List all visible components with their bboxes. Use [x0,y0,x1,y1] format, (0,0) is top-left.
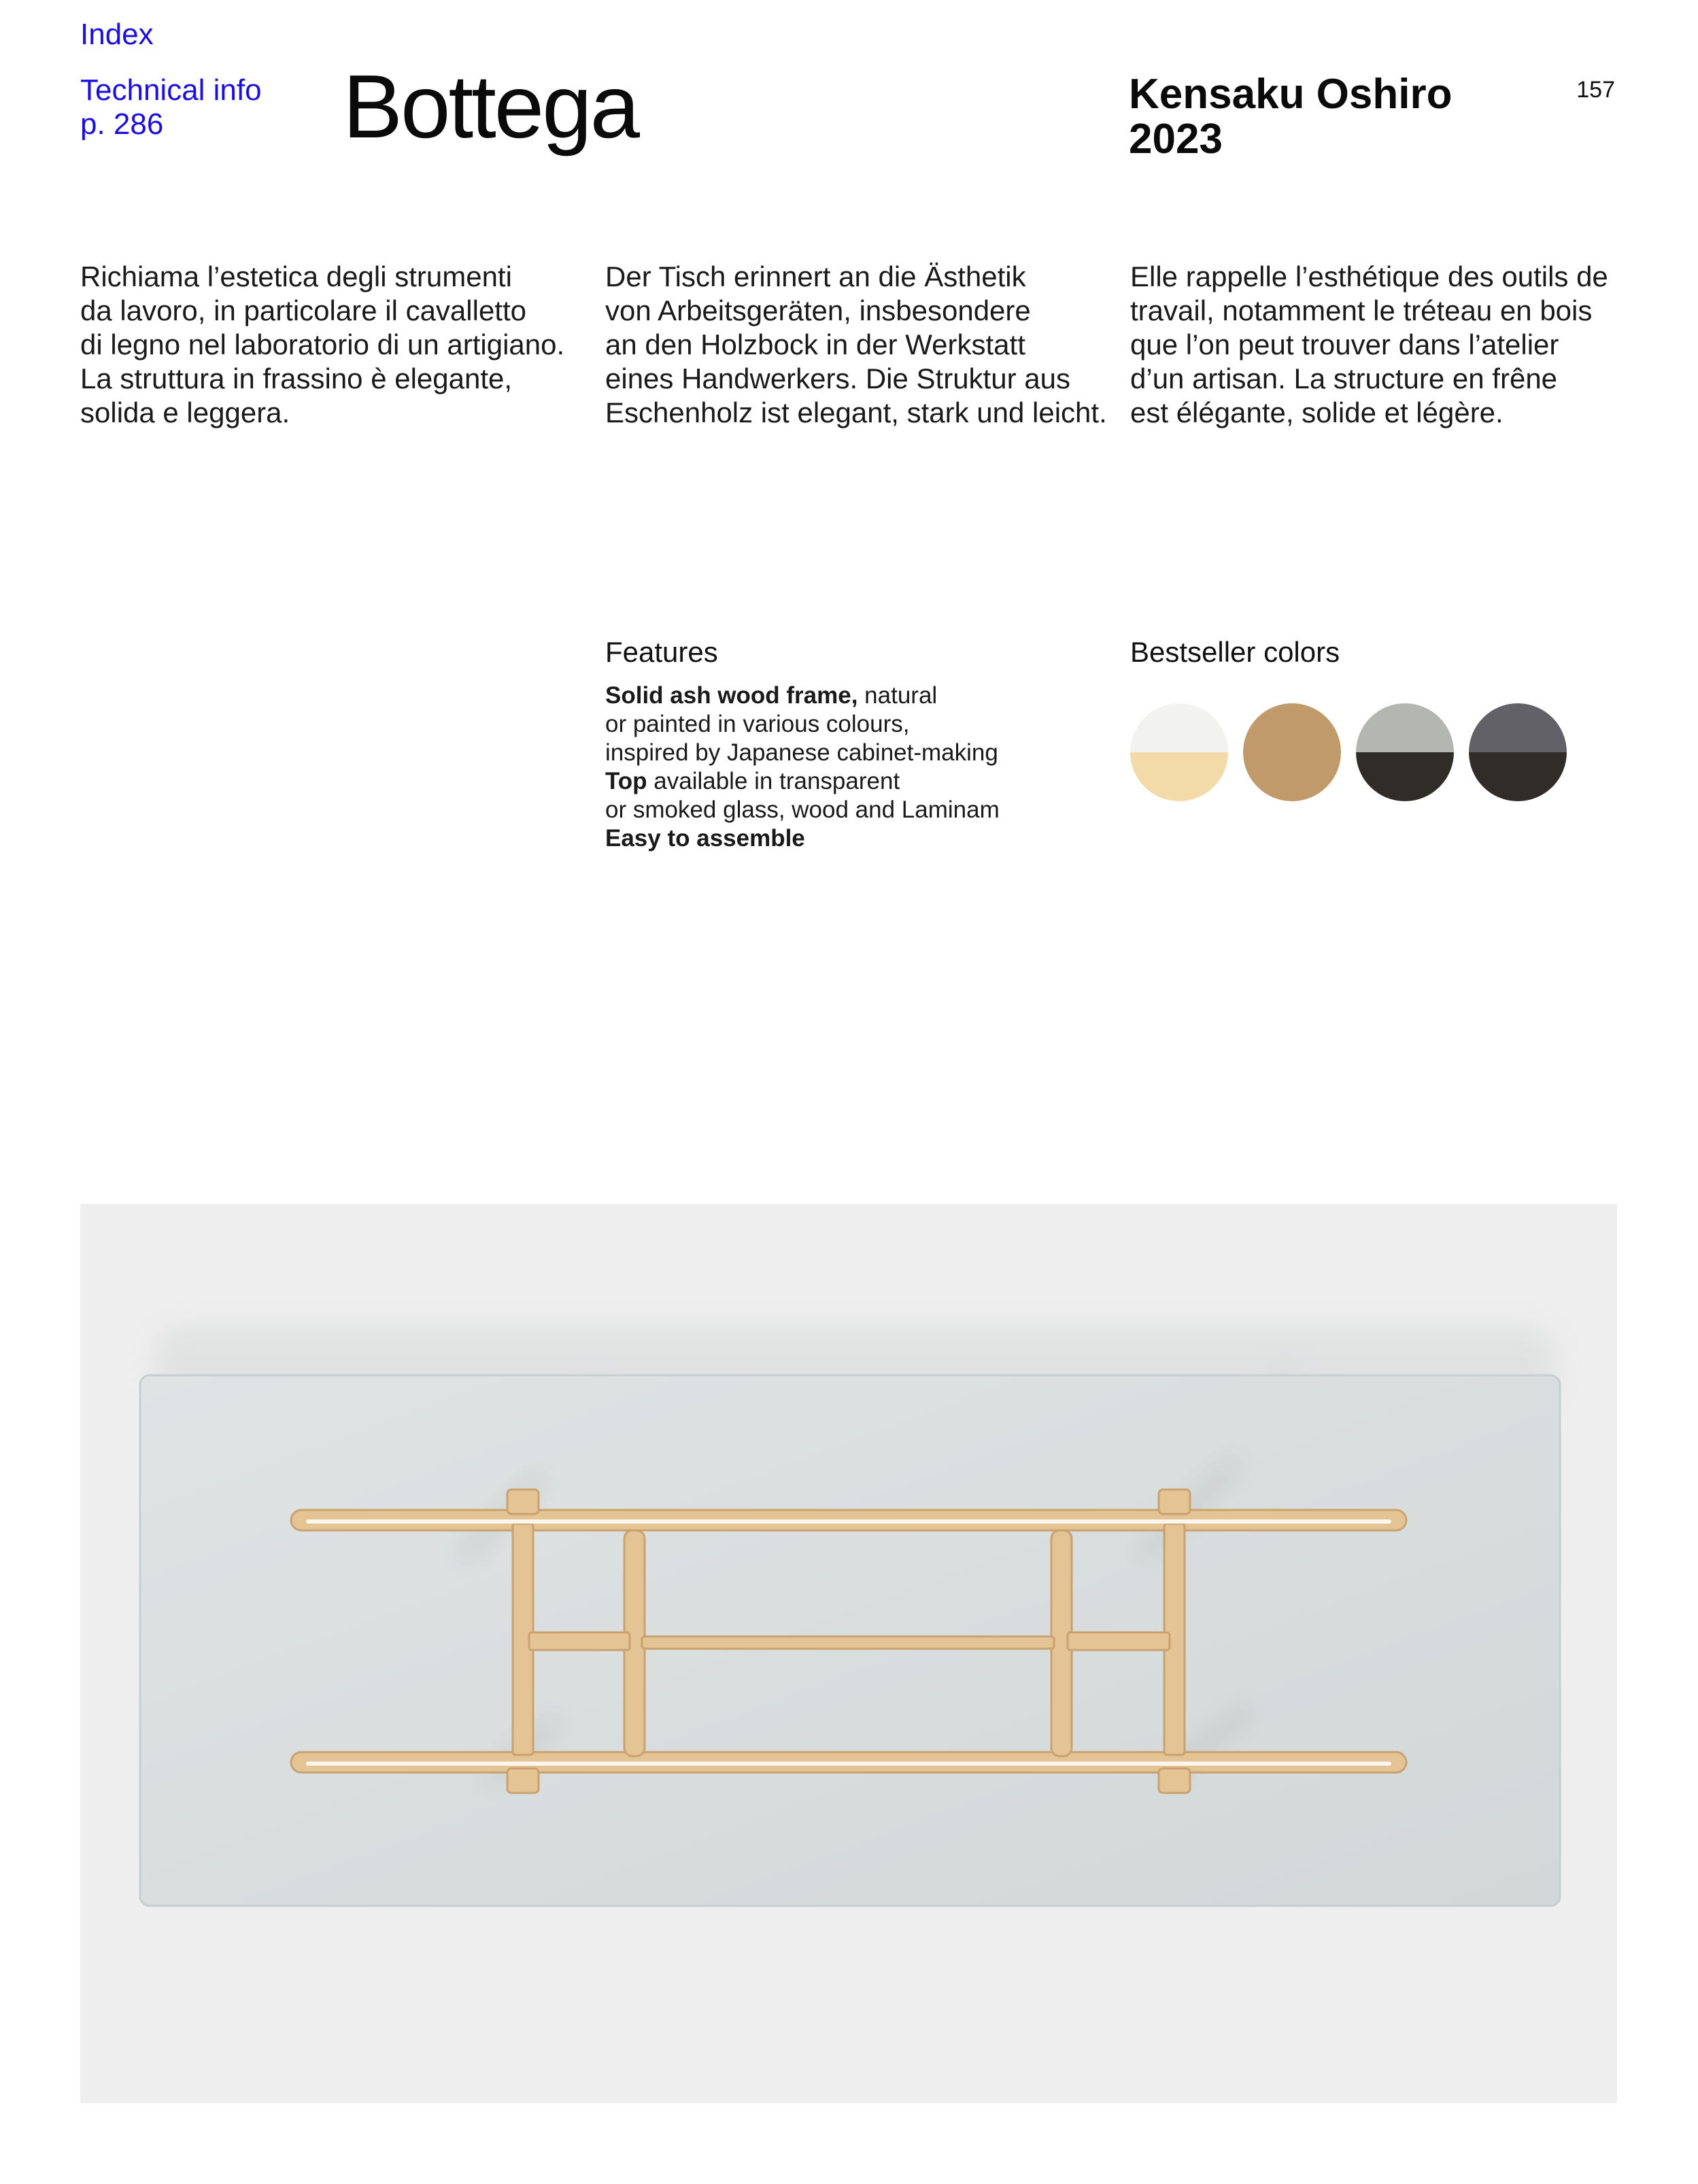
page-number: 157 [1576,77,1615,103]
feature-text: natural [858,682,938,709]
feature-line [605,796,1000,824]
swatch-bottom-half [1356,752,1454,801]
color-swatches [1130,703,1567,801]
feature-line [605,710,1000,739]
technical-info-page: p. 286 [80,107,164,141]
description-italian [80,260,583,430]
design-year: 2023 [1129,116,1223,163]
description-line: da lavoro, in particolare il cavalletto [80,295,527,326]
feature-line [605,767,1000,796]
feature-text: inspired by Japanese cabinet-making [605,739,998,766]
right-foot-top [1159,1490,1190,1514]
description-line: est élégante, solide et légère. [1130,397,1504,429]
designer-name: Kensaku Oshiro [1129,71,1453,118]
description-german [605,260,1108,430]
description-line: di legno nel laboratorio di un artigiano. [80,329,565,360]
swatch-bottom-half [1243,752,1341,801]
description-line: Richiama l’estetica degli strumenti [80,261,512,292]
technical-info-link[interactable] [80,73,325,141]
description-line: solida e leggera. [80,397,290,429]
description-french [1130,260,1633,430]
swatch-top-half [1356,703,1454,752]
features-list [605,682,1000,853]
bestseller-colors-heading: Bestseller colors [1130,636,1340,668]
right-foot-bottom [1159,1768,1190,1793]
features-heading: Features [605,636,718,668]
description-line: Elle rappelle l’esthétique des outils de [1130,261,1608,292]
left-foot-bottom [507,1768,539,1793]
product-photo [80,1204,1617,2103]
swatch-top-half [1243,703,1341,752]
description-line: Eschenholz ist elegant, stark und leicht. [605,397,1107,429]
description-line: an den Holzbock in der Werkstatt [605,329,1025,360]
swatch-top-half [1469,703,1567,752]
color-swatch-grey[interactable] [1356,703,1454,801]
feature-bold: Easy to assemble [605,825,805,852]
index-link[interactable]: Index [80,18,154,51]
feature-bold: Top [605,768,647,794]
description-line: d’un artisan. La structure en frêne [1130,363,1558,394]
left-crossbar [529,1632,630,1650]
description-line: travail, notamment le tréteau en bois [1130,295,1593,326]
feature-line [605,739,1000,767]
feature-text: or smoked glass, wood and Laminam [605,796,1000,823]
feature-line [605,682,1000,710]
right-crossbar [1068,1632,1170,1650]
description-line: Der Tisch erinnert an die Ästhetik [605,261,1026,292]
feature-text: available in transparent [647,768,900,794]
feature-text: or painted in various colours, [605,711,910,737]
description-line: que l’on peut trouver dans l’atelier [1130,329,1559,360]
description-line: eines Handwerkers. Die Struktur aus [605,363,1070,394]
left-foot-top [507,1490,539,1514]
center-crossbar [642,1636,1054,1649]
table-top-view-illustration [80,1204,1617,2103]
technical-info-label: Technical info [80,73,262,107]
swatch-bottom-half [1130,752,1228,801]
swatch-bottom-half [1469,752,1567,801]
color-swatch-anthracite[interactable] [1469,703,1567,801]
product-title: Bottega [343,56,639,156]
swatch-top-half [1130,703,1228,752]
designer-block [1129,72,1452,162]
description-line: La struttura in frassino è elegante, [80,363,513,394]
color-swatch-natural[interactable] [1243,703,1341,801]
description-line: von Arbeitsgeräten, insbesondere [605,295,1031,326]
feature-line [605,824,1000,853]
color-swatch-white[interactable] [1130,703,1228,801]
feature-bold: Solid ash wood frame, [605,682,858,709]
